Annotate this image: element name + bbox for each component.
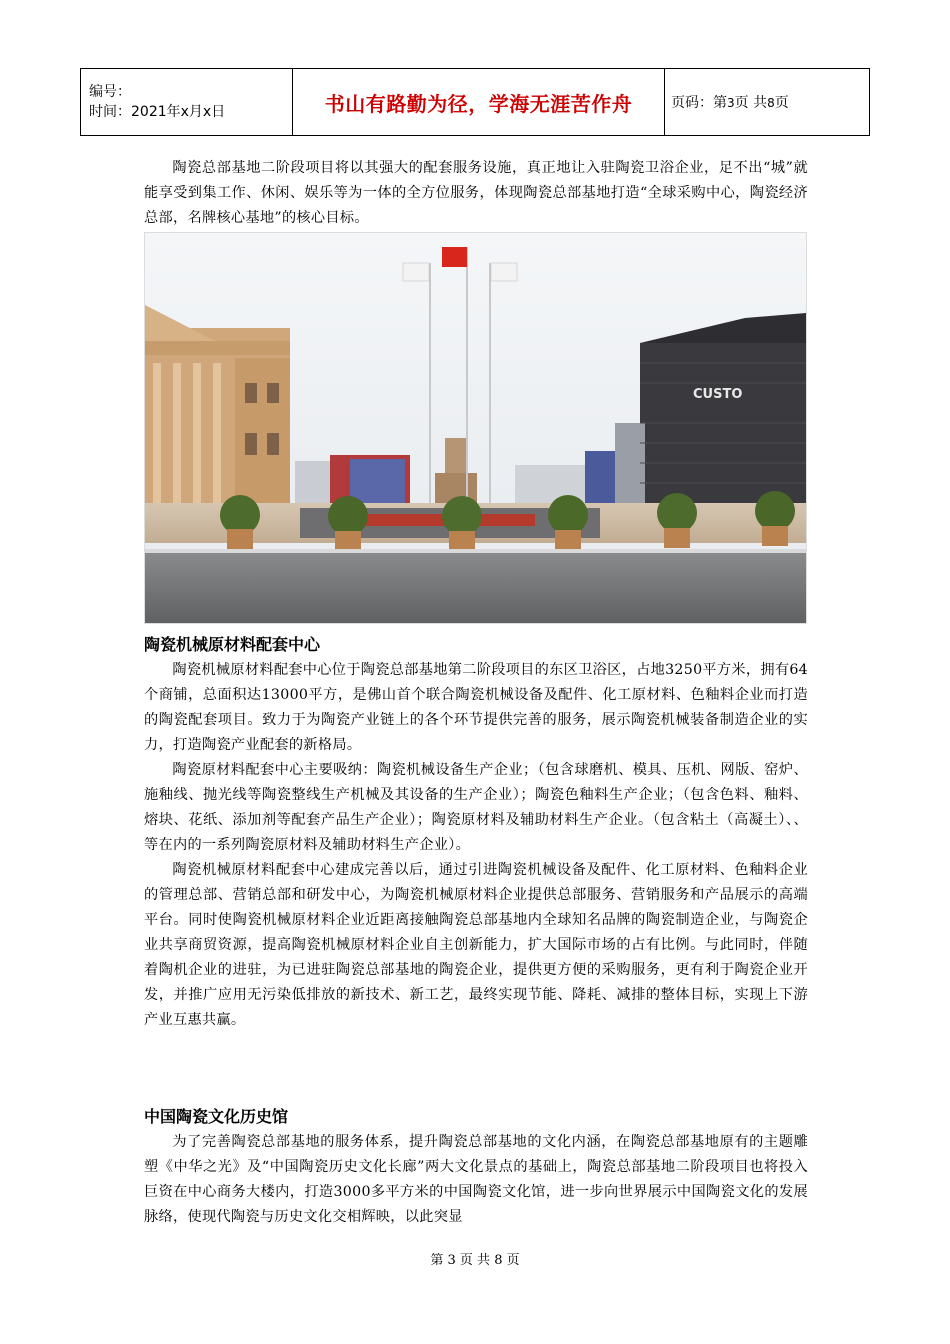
section-paragraph: 陶瓷机械原材料配套中心建成完善以后，通过引进陶瓷机械设备及配件、化工原材料、色釉料企业的管理总部、营销总部和研发中心，为陶瓷机械原材料企业提供总部服务、营销服务和产品展示的高端平台。同时使陶瓷机械原材料企业近距离接触陶瓷总部基地内全球知名品牌的陶瓷制造企业，与陶瓷企业共享商贸资源，提高陶瓷机械原材料企业自主创新能力，扩大国际市场的占有比例。与此同时，伴随着陶机企业的进驻，为已进驻陶瓷总部基地的陶瓷企业，提供更方便的采购服务，更有利于陶瓷企业开发，并推广应用无污染低排放的新技术、新工艺，最终实现节能、降耗、减排的整体目标，实现上下游产业互惠共赢。	[144, 862, 808, 1028]
document-date: 时间：2021年x月x日	[89, 104, 226, 120]
section-culture-museum	[144, 1104, 808, 1230]
header-meta-cell	[81, 69, 293, 136]
page-header	[80, 68, 870, 136]
section-paragraph: 陶瓷原材料配套中心主要吸纳：陶瓷机械设备生产企业；（包含球磨机、模具、压机、网版、窑炉、施釉线、抛光线等陶瓷整线生产机械及其设备的生产企业）；陶瓷色釉料生产企业；（包含色料、釉料、熔块、花纸、添加剂等配套产品生产企业）；陶瓷原材料及辅助材料生产企业。（包含粘土（高凝土）、、等在内的一系列陶瓷原材料及辅助材料生产企业）。	[144, 762, 808, 853]
page-prefix: 页码：第	[671, 95, 727, 111]
document-number-label: 编号：	[89, 84, 131, 100]
intro-paragraph: 陶瓷总部基地二阶段项目将以其强大的配套服务设施，真正地让入驻陶瓷卫浴企业，足不出“城”就能享受到集工作、休闲、娱乐等为一体的全方位服务，体现陶瓷总部基地打造“全球采购中心，陶瓷经济总部，名牌核心基地”的核心目标。	[144, 160, 808, 226]
section-title-machinery: 陶瓷机械原材料配套中心	[144, 635, 321, 654]
headquarters-photo	[144, 232, 807, 624]
page-suffix: 页	[774, 95, 789, 111]
intro-block	[144, 156, 808, 231]
header-page-number	[665, 69, 870, 136]
building-sign: CUSTO	[693, 387, 743, 402]
section-machinery-center	[144, 632, 808, 1033]
page-current: 3	[727, 96, 735, 110]
page-footer: 第 3 页 共 8 页	[430, 1253, 520, 1268]
page-mid: 页 共	[734, 95, 768, 111]
section-paragraph: 陶瓷机械原材料配套中心位于陶瓷总部基地第二阶段项目的东区卫浴区，占地3250平方米，拥有64个商铺，总面积达13000平方，是佛山首个联合陶瓷机械设备及配件、化工原材料、色釉料企业而打造的陶瓷配套项目。致力于为陶瓷产业链上的各个环节提供完善的服务，展示陶瓷机械装备制造企业的实力，打造陶瓷产业配套的新格局。	[144, 662, 808, 753]
section-title-culture: 中国陶瓷文化历史馆	[144, 1107, 289, 1126]
header-motto: 书山有路勤为径，学海无涯苦作舟	[293, 69, 665, 136]
page-total: 8	[767, 96, 775, 110]
section-paragraph: 为了完善陶瓷总部基地的服务体系，提升陶瓷总部基地的文化内涵，在陶瓷总部基地原有的主题雕塑《中华之光》及“中国陶瓷历史文化长廊”两大文化景点的基础上，陶瓷总部基地二阶段项目也将投入巨资在中心商务大楼内，打造3000多平方米的中国陶瓷文化馆，进一步向世界展示中国陶瓷文化的发展脉络，使现代陶瓷与历史文化交相辉映，以此突显	[144, 1134, 808, 1225]
